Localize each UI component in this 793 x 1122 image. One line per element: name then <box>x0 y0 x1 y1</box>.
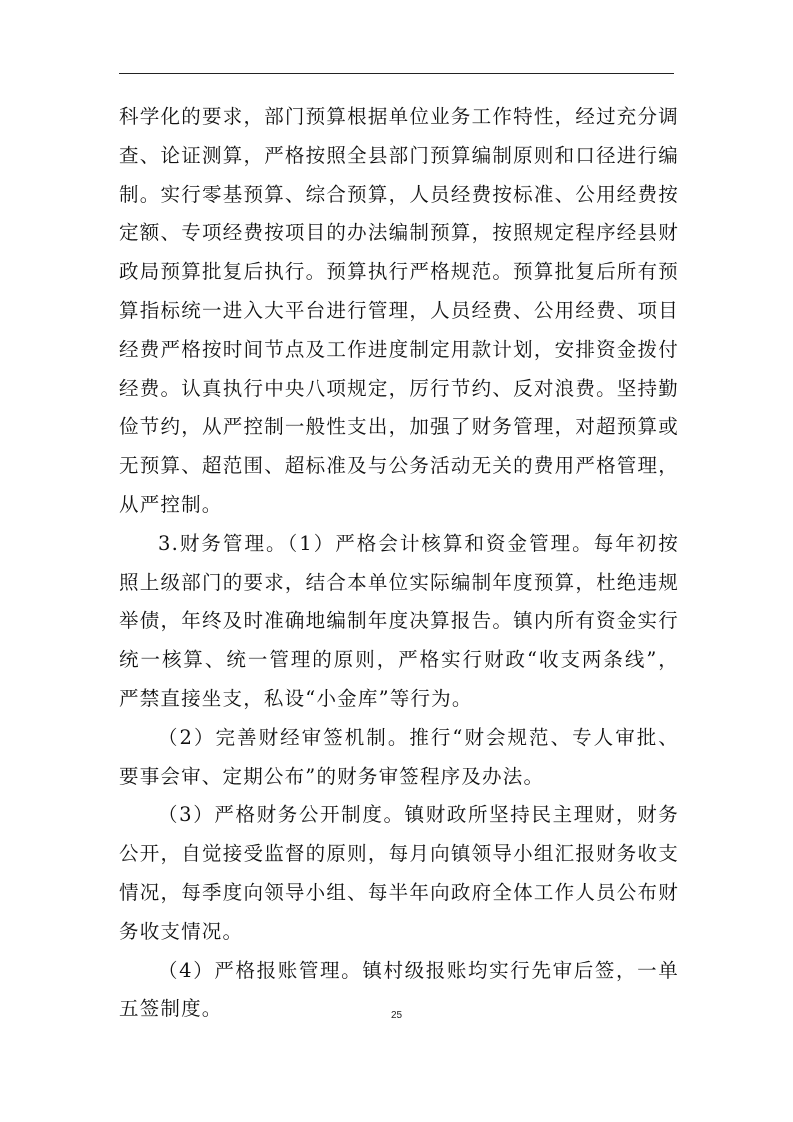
paragraph-financial-management: 3.财务管理。（1）严格会计核算和资金管理。每年初按照上级部门的要求，结合本单位实际编制年度预算，杜绝违规举债，年终及时准确地编制年度决算报告。镇内所有资金实行统一核算、统一管理的原则，严格实行财政“收支两条线”，严禁直接坐支，私设“小金库”等行为。 <box>119 531 679 710</box>
page-number: 25 <box>390 1010 403 1021</box>
paragraph-approval-mechanism: （2）完善财经审签机制。推行“财会规范、专人审批、要事会审、定期公布”的财务审签程序及办法。 <box>119 725 679 788</box>
document-body <box>119 98 679 1029</box>
paragraph-budget-continuation: 科学化的要求，部门预算根据单位业务工作特性，经过充分调查、论证测算，严格按照全县部门预算编制原则和口径进行编制。实行零基预算、综合预算，人员经费按标准、公用经费按定额、专项经费按项目的办法编制预算，按照规定程序经县财政局预算批复后执行。预算执行严格规范。预算批复后所有预算指标统一进入大平台进行管理，人员经费、公用经费、项目经费严格按时间节点及工作进度制定用款计划，安排资金拨付经费。认真执行中央八项规定，厉行节约、反对浪费。坚持勤俭节约，从严控制一般性支出，加强了财务管理，对超预算或无预算、超范围、超标准及与公务活动无关的费用严格管理，从严控制。 <box>119 105 679 516</box>
paragraph-financial-disclosure: （3）严格财务公开制度。镇财政所坚持民主理财，财务公开，自觉接受监督的原则，每月向镇领导小组汇报财务收支情况，每季度向领导小组、每半年向政府全体工作人员公布财务收支情况。 <box>119 803 679 943</box>
paragraph-reimbursement: （4）严格报账管理。镇村级报账均实行先审后签，一单五签制度。 <box>119 958 679 1021</box>
header-divider <box>119 73 674 74</box>
